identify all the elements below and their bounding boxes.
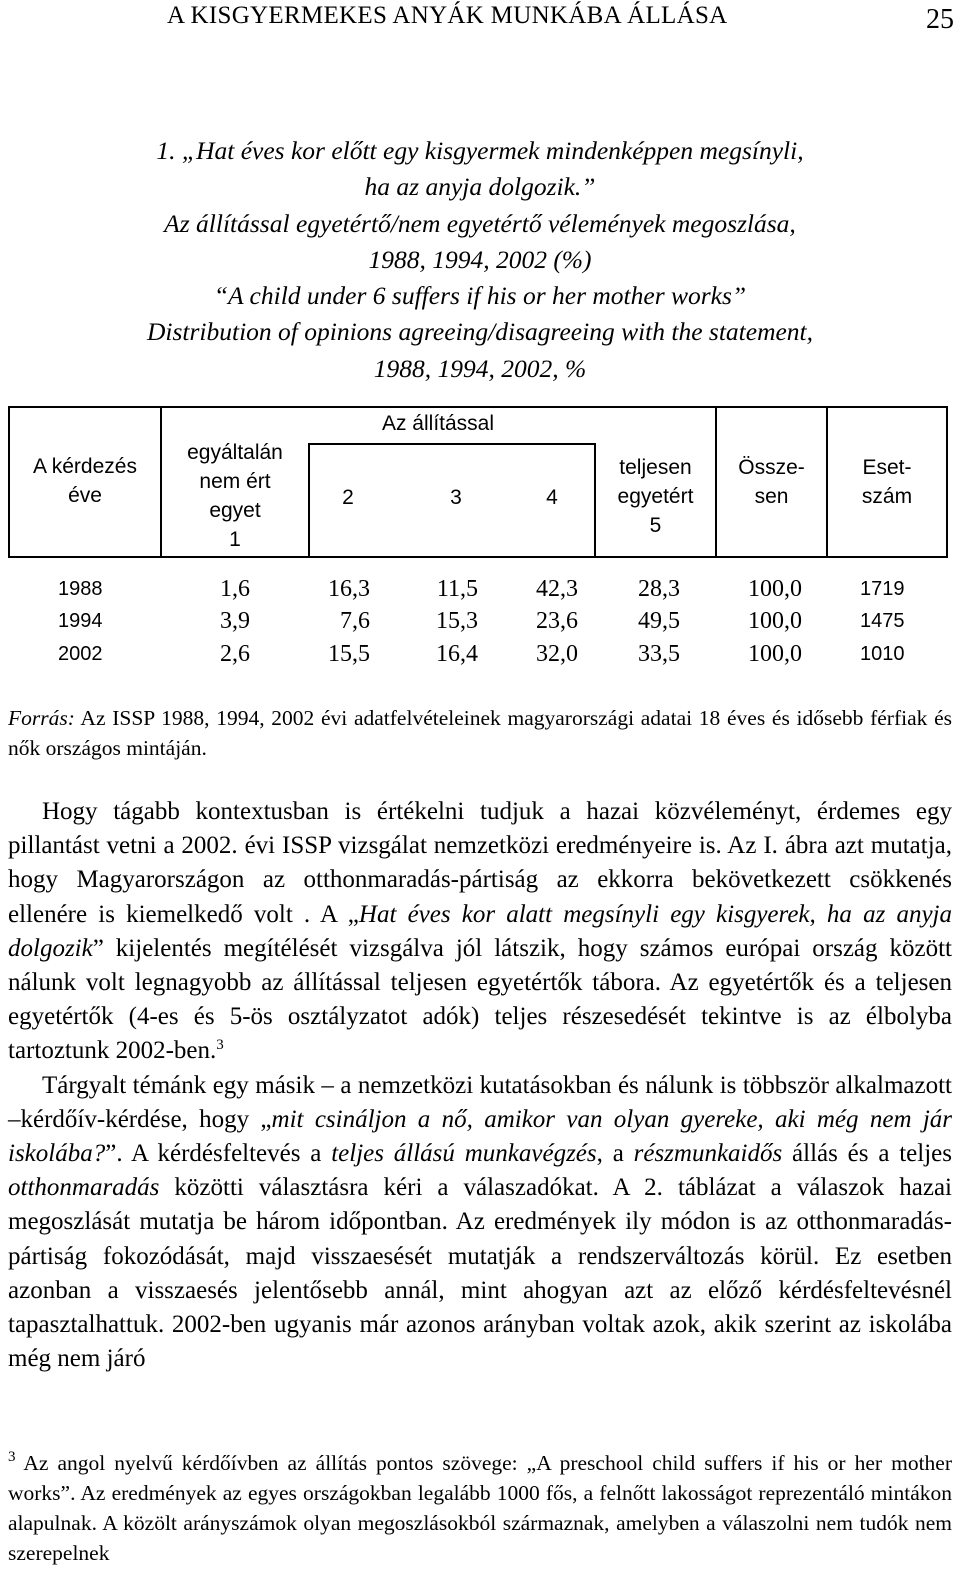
col1-header: egyáltalán nem ért egyet 1 bbox=[187, 441, 283, 551]
row-year: 1988 bbox=[58, 578, 103, 600]
group-underline bbox=[308, 443, 596, 445]
cell-v1: 1,6 bbox=[220, 576, 250, 602]
body-text bbox=[8, 795, 952, 1376]
caption-line: 1988, 1994, 2002, % bbox=[373, 353, 587, 383]
col5-header: teljesen egyetért 5 bbox=[617, 456, 694, 537]
cell-cases: 1719 bbox=[860, 578, 905, 600]
footnote-reference: 3 bbox=[216, 1037, 224, 1054]
total-header: Össze- sen bbox=[738, 456, 805, 508]
running-title: A KISGYERMEKES ANYÁK MUNKÁBA ÁLLÁSA bbox=[167, 2, 728, 29]
group-header: Az állítással bbox=[381, 412, 495, 435]
cell-v2: 16,3 bbox=[328, 576, 370, 602]
caption-line: Az állítással egyetértő/nem egyetértő vélemények megoszlása, bbox=[164, 208, 796, 238]
cell-v5: 28,3 bbox=[638, 576, 680, 602]
row-year: 1994 bbox=[58, 610, 103, 632]
col4-header: 4 bbox=[546, 486, 558, 509]
cell-v1: 2,6 bbox=[220, 641, 250, 667]
col3-header: 3 bbox=[450, 486, 462, 509]
caption-line: “A child under 6 suffers if his or her mother works” bbox=[213, 281, 747, 311]
cell-v2: 7,6 bbox=[340, 608, 370, 634]
cell-v1: 3,9 bbox=[220, 608, 250, 634]
cell-v5: 33,5 bbox=[638, 641, 680, 667]
caption-line: ha az anyja dolgozik.” bbox=[364, 172, 596, 202]
cell-total: 100,0 bbox=[748, 641, 802, 667]
col2-header: 2 bbox=[342, 486, 354, 509]
cell-v4: 32,0 bbox=[536, 641, 578, 667]
cases-header: Eset- szám bbox=[861, 456, 913, 508]
source-note bbox=[8, 703, 952, 763]
footnote-text: Az angol nyelvű kérdőívben az állítás pontos szövege: „A preschool child suffers if his or her mother works”. Az eredmények az egyes országokban legalább 1000 fős, a felnőtt lakosságot reprezentáló mintákon alapulnak. A közölt arányszámok olyan megoszlásokból származnak, amelyben a válaszolni nem tudók nem szerepelnek bbox=[8, 1451, 952, 1565]
cell-v5: 49,5 bbox=[638, 608, 680, 634]
page-number: 25 bbox=[926, 4, 954, 35]
cell-v2: 15,5 bbox=[328, 641, 370, 667]
cell-total: 100,0 bbox=[748, 608, 802, 634]
caption-line: Distribution of opinions agreeing/disagreeing with the statement, bbox=[146, 317, 814, 347]
row-year: 2002 bbox=[58, 643, 103, 665]
paragraph: Hogy tágabb kontextusban is értékelni tudjuk a hazai közvéleményt, érdemes egy pillantást vetni a 2002. évi ISSP vizsgálat nemzetközi eredményeire is. Az I. ábra azt mutatja, hogy Magyarországon az otthonmaradás-pártiság az ekkorra bekövetkezett csökkenés ellenére is kiemelkedő volt . A „Hat éves kor alatt megsínyli egy kisgyerek, ha az anyja dolgozik” kijelentés megítélését vizsgálva jól látszik, hogy számos európai ország között nálunk volt legnagyobb az állítással teljesen egyetértők tábora. Az egyetértők és a teljesen egyetértők (4-es és 5-ös osztályzatot adók) teljes részesedését tekintve is az élbolyba tartoztunk 2002-ben.$^3$ bbox=[8, 798, 953, 1065]
cell-total: 100,0 bbox=[748, 576, 802, 602]
cell-cases: 1475 bbox=[860, 610, 905, 632]
cell-cases: 1010 bbox=[860, 643, 905, 665]
opinion-table bbox=[0, 406, 960, 676]
cell-v3: 11,5 bbox=[436, 576, 478, 602]
cell-v3: 16,4 bbox=[436, 641, 478, 667]
source-label: Forrás: bbox=[8, 706, 75, 730]
table-caption bbox=[0, 133, 960, 387]
page-header bbox=[0, 0, 960, 40]
footnote-marker: 3 bbox=[8, 1449, 16, 1465]
cell-v4: 42,3 bbox=[536, 576, 578, 602]
cell-v4: 23,6 bbox=[536, 608, 578, 634]
footnote bbox=[8, 1448, 952, 1568]
caption-line: 1988, 1994, 2002 (%) bbox=[368, 244, 592, 274]
year-column-header: A kérdezés éve bbox=[33, 455, 137, 507]
source-text: Az ISSP 1988, 1994, 2002 évi adatfelvételeinek magyarországi adatai 18 éves és idősebb férfiak és nők országos mintáján. bbox=[8, 706, 952, 760]
cell-v3: 15,3 bbox=[436, 608, 478, 634]
paragraph: Tárgyalt témánk egy másik – a nemzetközi kutatásokban és nálunk is többször alkalmazott –kérdőív-kérdése, hogy „mit csináljon a nő, amikor van olyan gyereke, aki még nem jár iskolába?”. A kérdésfeltevés a teljes állású munkavégzés, a részmunkaidős állás és a teljes otthonmaradás közötti választásra kéri a válaszadókat. A 2. táblázat a válaszok hazai megoszlását mutatja be három időpontban. Az eredmények ily módon is az otthonmaradás-pártiság fokozódását, majd visszaesését mutatják a rendszerváltozás körül. Ez esetben azonban a visszaesés jelentősebb annál, mint ahogyan azt az előző kérdésfeltevésnél tapasztalhattuk. 2002-ben ugyanis már azonos arányban voltak azok, akik szerint az iskolába még nem járó bbox=[8, 1071, 953, 1373]
caption-line: 1. „Hat éves kor előtt egy kisgyermek mindenképpen megsínyli, bbox=[156, 136, 804, 165]
